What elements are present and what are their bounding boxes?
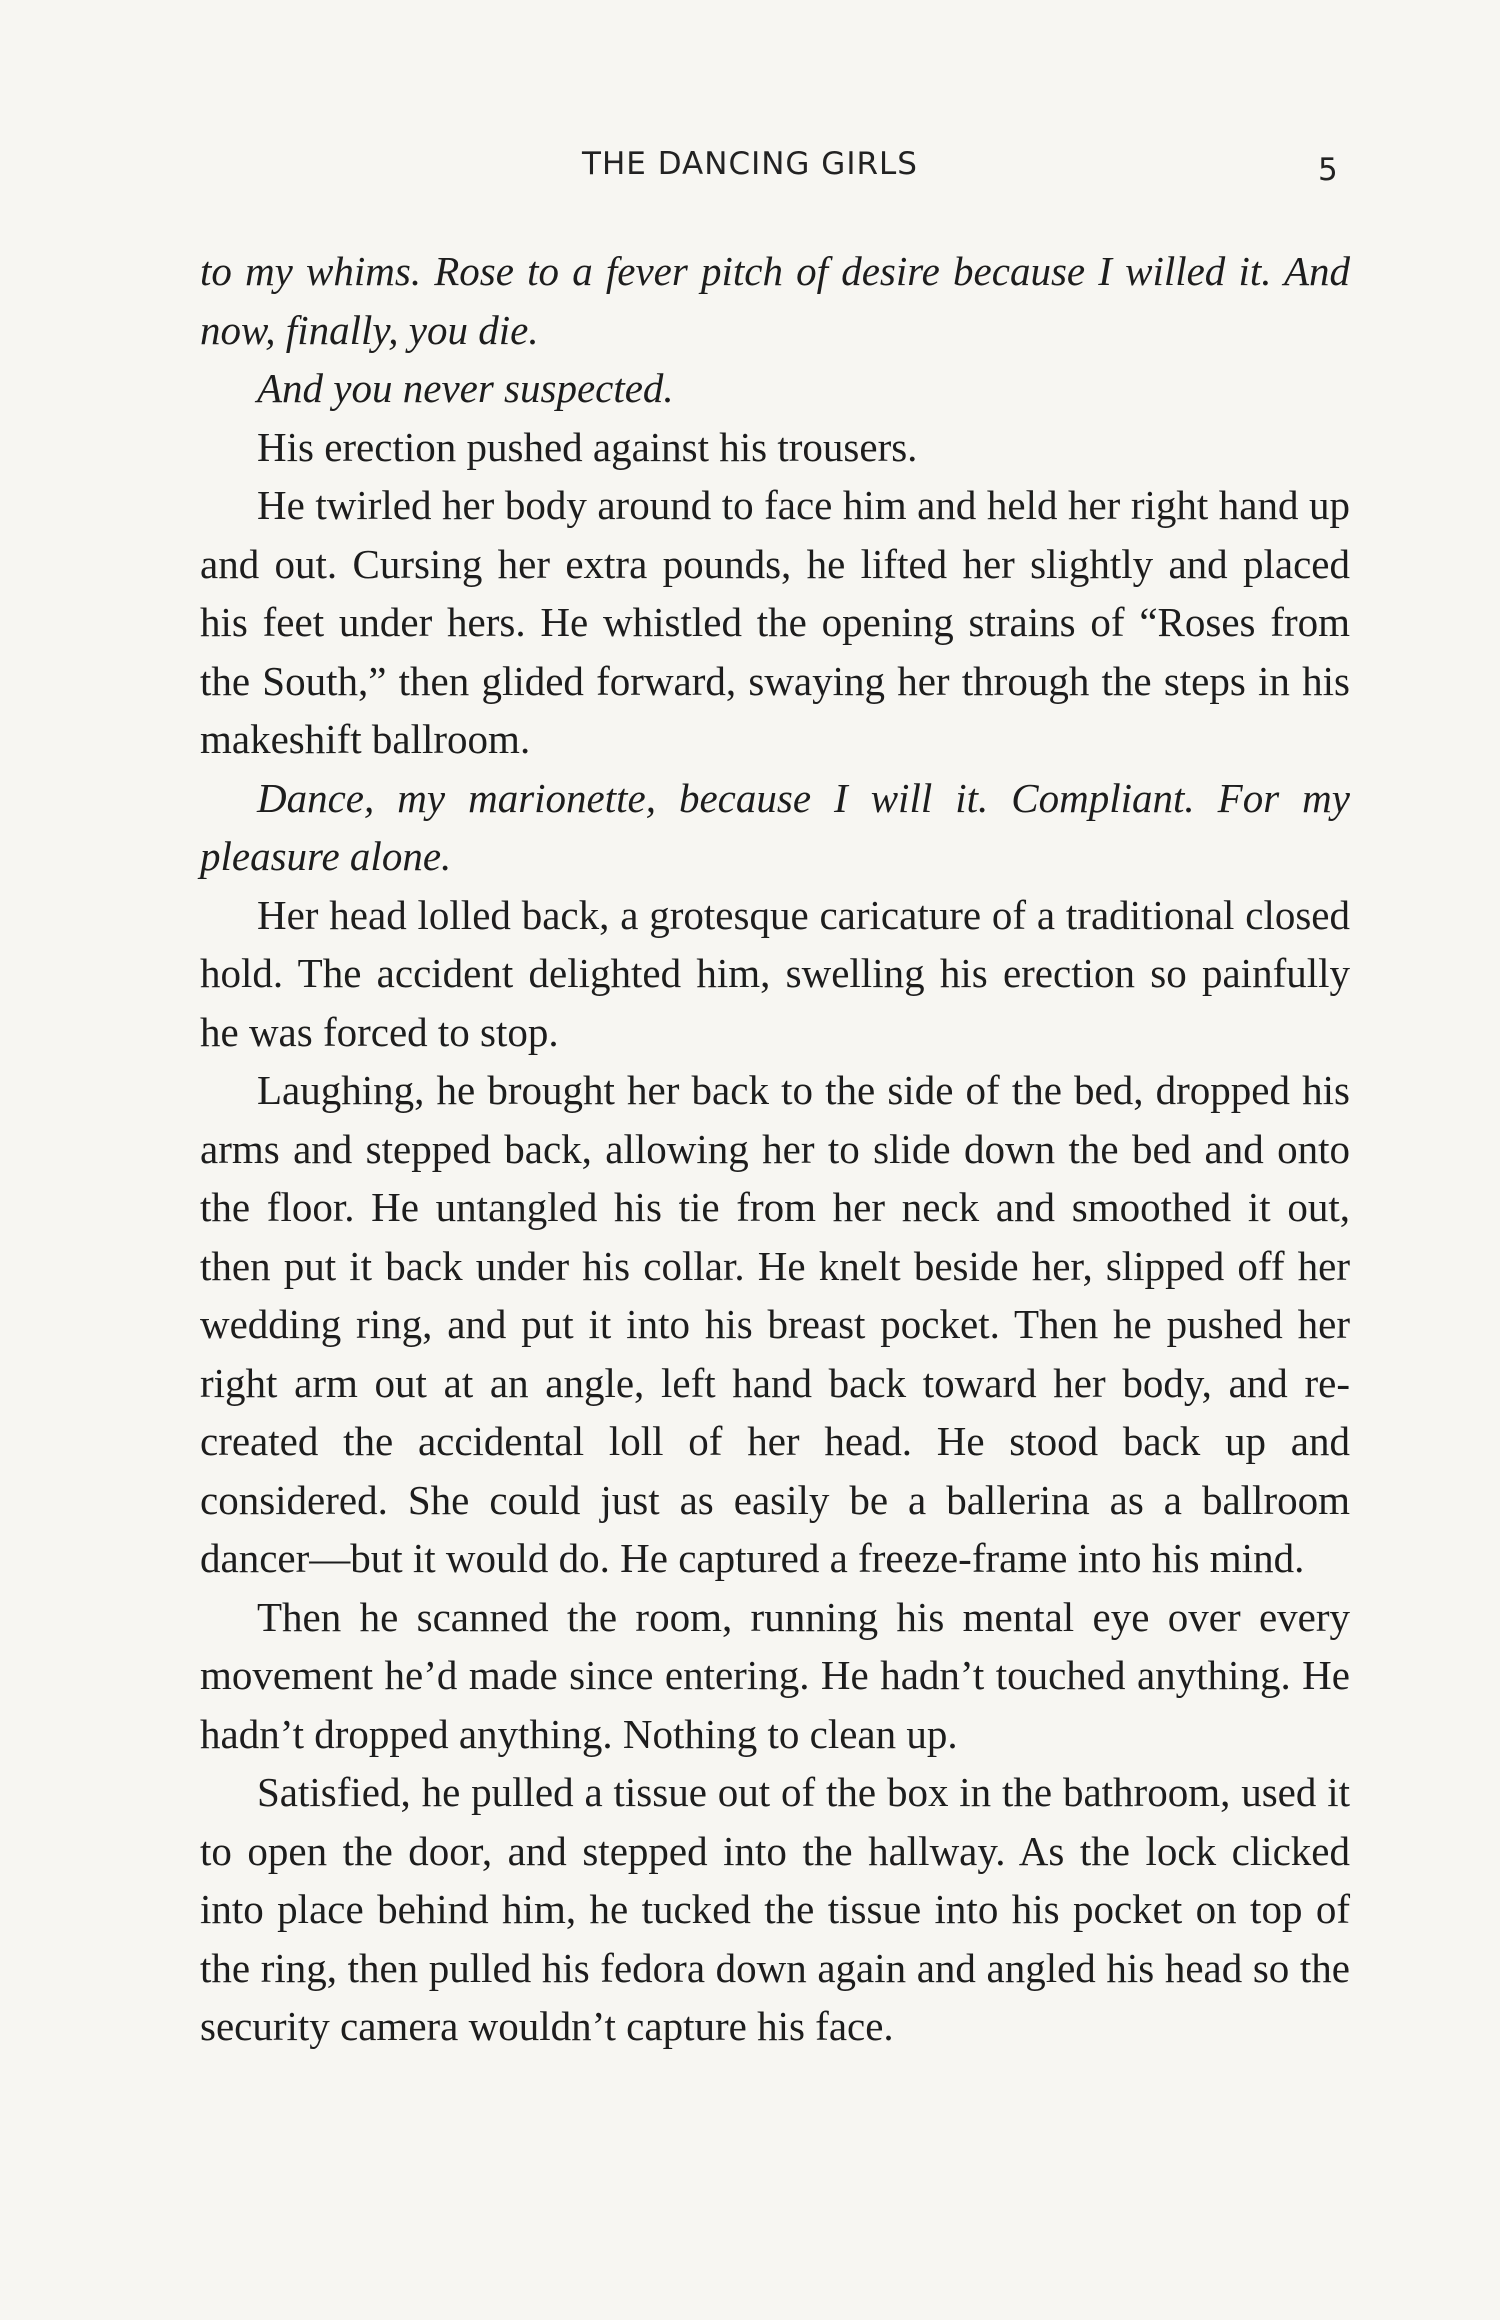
paragraph: He twirled her body around to face him and held her right hand up and out. Cursing her extra pounds, he lifted her slightly and placed his feet under hers. He whistled the opening strains of “Roses from the South,” then glided forward, swaying her through the steps in his makeshift ballroom. [200,482,1350,762]
paragraph-continued-italic: to my whims. Rose to a fever pitch of desire because I willed it. And now, finally, you die. [200,248,1350,353]
paragraph: Satisfied, he pulled a tissue out of the box in the bathroom, used it to open the door, and stepped into the hallway. As the lock clicked into place behind him, he tucked the tissue into his pocket on top of the ring, then pulled his fedora down again and angled his head so the security camera wouldn’t capture his face. [200,1769,1350,2049]
paragraph-italic: Dance, my marionette, because I will it. Compliant. For my pleasure alone. [200,774,1350,879]
paragraph: Then he scanned the room, running his mental eye over every movement he’d made since entering. He hadn’t touched anything. He hadn’t dropped anything. Nothing to clean up. [200,1593,1350,1757]
page-number: 5 [1318,152,1338,188]
paragraph: Her head lolled back, a grotesque caricature of a traditional closed hold. The accident delighted him, swelling his erection so painfully he was forced to stop. [200,891,1350,1055]
running-header-title: THE DANCING GIRLS [582,146,918,182]
paragraph-italic: And you never suspected. [257,365,674,411]
paragraph: His erection pushed against his trousers. [257,423,918,470]
body-text [200,242,1350,2056]
paragraph: Laughing, he brought her back to the side of the bed, dropped his arms and stepped back, allowing her to slide down the bed and onto the floor. He untangled his tie from her neck and smoothed it out, then put it back under his collar. He knelt beside her, slipped off her wedding ring, and put it into his breast pocket. Then he pushed her right arm out at an angle, left hand back toward her body, and re-created the accidental loll of her head. He stood back up and considered. She could just as easily be a ballerina as a ballroom dancer—but it would do. He captured a freeze-frame into his mind. [200,1067,1350,1581]
